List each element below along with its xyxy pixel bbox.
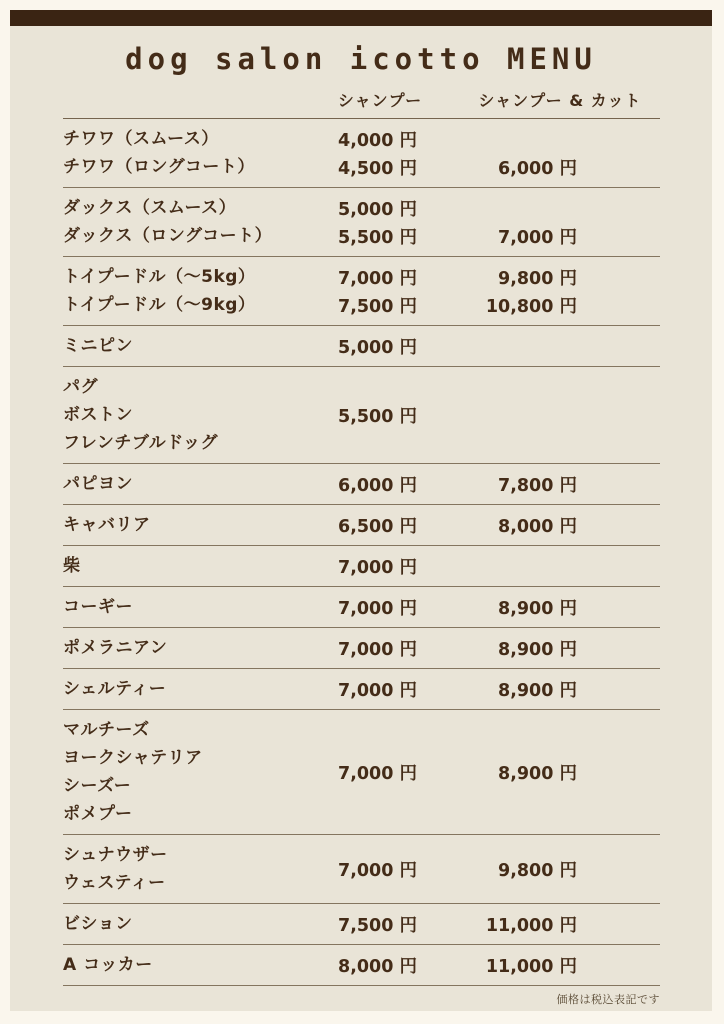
breed-section	[63, 945, 660, 986]
shampoo-cut-price: 6,000 円	[498, 158, 577, 179]
breed-row	[63, 675, 660, 703]
breed-row	[63, 552, 660, 580]
breed-section	[63, 587, 660, 628]
shampoo-cut-price: 7,800 円	[498, 475, 577, 496]
breed-section	[63, 257, 660, 326]
shampoo-cut-price: 9,800 円	[498, 860, 577, 881]
breed-name: ボストン	[63, 405, 133, 425]
breed-row	[63, 373, 660, 457]
breed-section	[63, 188, 660, 257]
breed-section	[63, 326, 660, 367]
breed-row	[63, 910, 660, 938]
breed-row	[63, 125, 660, 153]
breed-name: ダックス（スムース）	[63, 198, 237, 218]
breed-name: チワワ（ロングコート）	[63, 157, 255, 177]
shampoo-cut-price: 8,900 円	[498, 598, 577, 619]
shampoo-price: 5,500 円	[338, 227, 417, 248]
breed-row	[63, 194, 660, 222]
shampoo-cut-price: 8,900 円	[498, 639, 577, 660]
breed-name: トイプードル（～5kg）	[63, 267, 256, 287]
shampoo-price: 5,000 円	[338, 337, 417, 358]
breed-row	[63, 153, 660, 181]
breed-names	[63, 716, 297, 828]
breed-row	[63, 951, 660, 979]
price-table	[63, 88, 660, 1007]
breed-names	[63, 552, 297, 580]
breed-names	[63, 841, 297, 897]
shampoo-price: 7,000 円	[338, 860, 417, 881]
breed-section	[63, 119, 660, 188]
breed-section	[63, 367, 660, 464]
breed-name: パピヨン	[63, 474, 133, 494]
breed-name: シーズー	[63, 776, 132, 796]
breed-section	[63, 835, 660, 904]
breed-names	[63, 153, 297, 181]
breed-section	[63, 628, 660, 669]
breed-section	[63, 464, 660, 505]
shampoo-price: 5,000 円	[338, 199, 417, 220]
breed-section	[63, 669, 660, 710]
breed-name: ダックス（ロングコート）	[63, 226, 273, 246]
breed-names	[63, 125, 297, 153]
breed-row	[63, 593, 660, 621]
shampoo-price: 4,000 円	[338, 130, 417, 151]
breed-row	[63, 634, 660, 662]
breed-row	[63, 291, 660, 319]
breed-name: シュナウザー	[63, 845, 168, 865]
breed-section	[63, 546, 660, 587]
breed-names	[63, 951, 297, 979]
menu-panel	[10, 10, 712, 1011]
breed-names	[63, 263, 297, 291]
shampoo-cut-price: 11,000 円	[485, 956, 577, 977]
shampoo-cut-price: 10,800 円	[485, 296, 577, 317]
breed-name: ポメプー	[63, 804, 133, 824]
shampoo-price: 8,000 円	[338, 956, 417, 977]
shampoo-price: 7,000 円	[338, 763, 417, 784]
breed-row	[63, 263, 660, 291]
shampoo-price: 7,000 円	[338, 639, 417, 660]
breed-name: トイプードル（～9kg）	[63, 295, 256, 315]
breed-name: パグ	[63, 377, 98, 397]
breed-row	[63, 332, 660, 360]
breed-name: フレンチブルドッグ	[63, 433, 219, 453]
breed-names	[63, 194, 297, 222]
breed-names	[63, 634, 297, 662]
column-header-shampoo-cut: シャンプー & カット	[478, 91, 642, 110]
breed-names	[63, 291, 297, 319]
table-header-row	[63, 88, 660, 119]
shampoo-price: 7,000 円	[338, 268, 417, 289]
shampoo-price: 5,500 円	[338, 406, 417, 427]
page-title: dog salon icotto MENU	[125, 42, 597, 76]
shampoo-price: 7,000 円	[338, 680, 417, 701]
shampoo-price: 7,000 円	[338, 598, 417, 619]
top-accent-bar	[10, 10, 712, 26]
breed-name: ヨークシャテリア	[63, 748, 203, 768]
breed-name: コーギー	[63, 597, 133, 617]
breed-row	[63, 841, 660, 897]
breed-section	[63, 505, 660, 546]
breed-name: ポメラニアン	[63, 638, 168, 658]
shampoo-cut-price: 7,000 円	[498, 227, 577, 248]
breed-names	[63, 910, 297, 938]
breed-name: ウェスティー	[63, 873, 166, 893]
column-header-shampoo: シャンプー	[337, 91, 423, 110]
breed-name: マルチーズ	[63, 720, 150, 740]
breed-names	[63, 373, 297, 457]
breed-name: キャバリア	[63, 515, 151, 535]
breed-section	[63, 710, 660, 835]
breed-names	[63, 511, 297, 539]
shampoo-price: 4,500 円	[338, 158, 417, 179]
breed-name: A コッカー	[63, 955, 153, 975]
breed-row	[63, 222, 660, 250]
breed-row	[63, 511, 660, 539]
shampoo-cut-price: 8,000 円	[498, 516, 577, 537]
breed-names	[63, 675, 297, 703]
breed-names	[63, 470, 297, 498]
shampoo-cut-price: 9,800 円	[498, 268, 577, 289]
breed-name: チワワ（スムース）	[63, 129, 219, 149]
shampoo-cut-price: 8,900 円	[498, 763, 577, 784]
shampoo-cut-price: 8,900 円	[498, 680, 577, 701]
breed-names	[63, 222, 297, 250]
breed-name: シェルティー	[63, 679, 167, 699]
breed-section	[63, 904, 660, 945]
breed-name: 柴	[63, 556, 81, 576]
shampoo-cut-price: 11,000 円	[485, 915, 577, 936]
shampoo-price: 6,000 円	[338, 475, 417, 496]
tax-note: 価格は税込表記です	[556, 993, 660, 1006]
breed-names	[63, 332, 297, 360]
breed-name: ビション	[63, 914, 133, 934]
shampoo-price: 6,500 円	[338, 516, 417, 537]
breed-row	[63, 716, 660, 828]
shampoo-price: 7,000 円	[338, 557, 417, 578]
breed-name: ミニピン	[63, 336, 133, 356]
shampoo-price: 7,500 円	[338, 915, 417, 936]
breed-row	[63, 470, 660, 498]
breed-names	[63, 593, 297, 621]
shampoo-price: 7,500 円	[338, 296, 417, 317]
table-body	[63, 119, 660, 986]
